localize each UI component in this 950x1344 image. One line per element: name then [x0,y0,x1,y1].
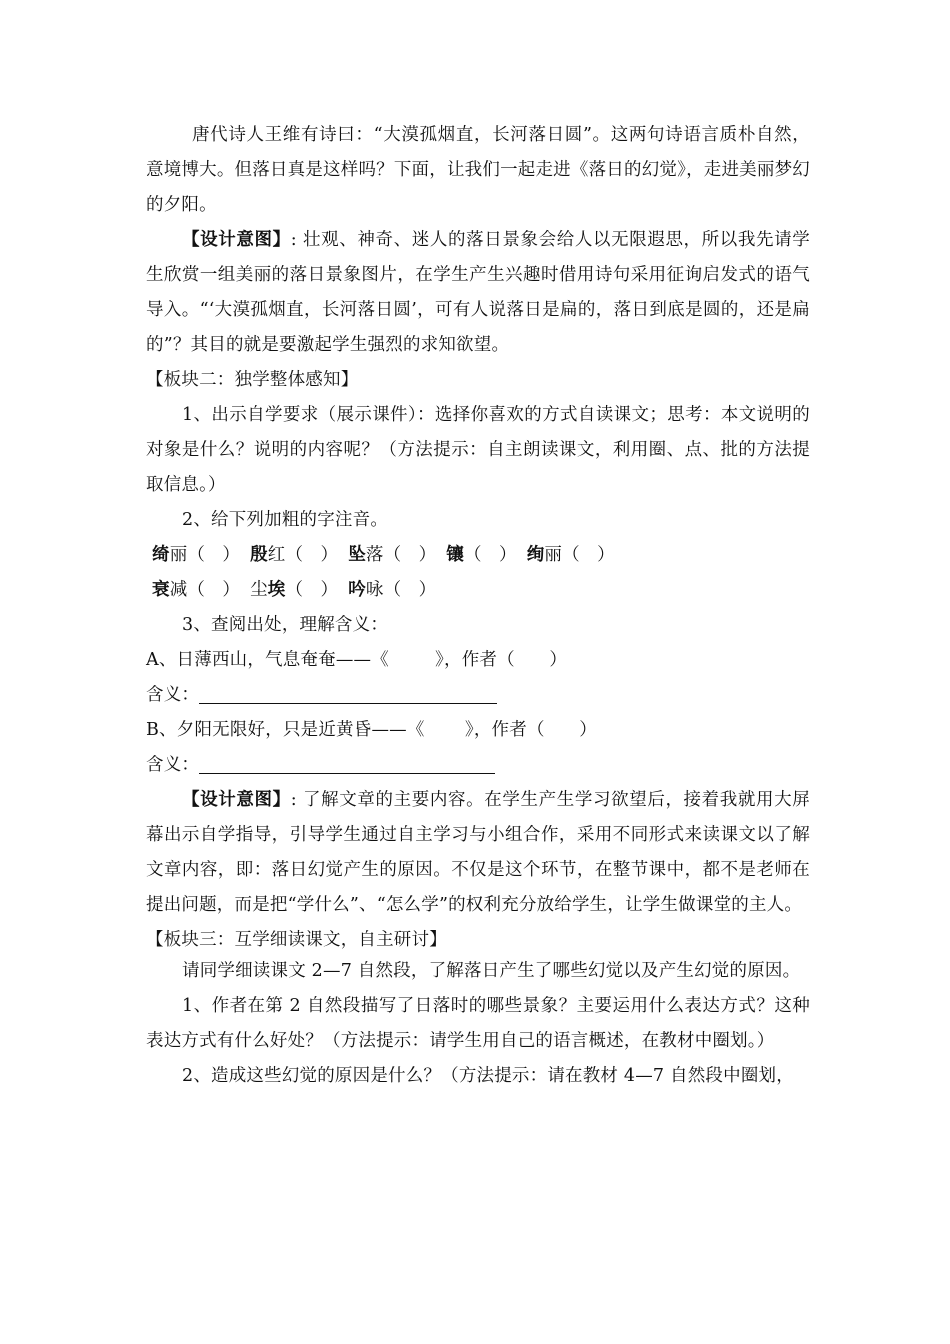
meaning-label: 含义： [146,685,200,705]
pinyin-row-2 [146,573,810,608]
design-intent-paragraph-1 [146,223,810,363]
study-item-1: 1、作者在第 2 自然段描写了日落时的哪些景象？主要运用什么表达方式？这种表达方式有什么好处？（方法提示：请学生用自己的语言概述，在教材中圈划。） [146,996,810,1051]
design-intent-paragraph-2 [146,783,810,923]
pinyin-item: 尘埃（ ） [250,580,339,600]
pinyin-item: 衰减（ ） [152,580,241,600]
question-a: A、日薄西山，气息奄奄——《 》，作者（ ） [146,650,568,670]
task-item-3: 3、查阅出处，理解含义： [182,615,389,635]
question-b: B、夕阳无限好，只是近黄昏——《 》，作者（ ） [146,720,597,740]
answer-blank-a[interactable] [199,685,497,704]
meaning-label: 含义： [146,755,200,775]
design-intent-text: : 壮观、神奇、迷人的落日景象会给人以无限遐思，所以我先请学生欣赏一组美丽的落日景象图片，在学生产生兴趣时借用诗句采用征询启发式的语气导入。“‘大漠孤烟直，长河落日圆’，可有人说落日是扁的，落日到底是圆的，还是扁的”？其目的就是要激起学生强烈的求知欲望。 [146,230,810,355]
section3-intro: 请同学细读课文 2—7 自然段，了解落日产生了哪些幻觉以及产生幻觉的原因。 [182,961,801,981]
task-item-2: 2、给下列加粗的字注音。 [182,510,389,530]
design-intent-label: 【设计意图】 [182,230,291,250]
document-page [146,118,810,1094]
pinyin-item: 镶（ ） [446,545,517,565]
section-heading-3: 【板块三：互学细读课文，自主研讨】 [146,930,447,950]
pinyin-item: 殷红（ ） [250,545,339,565]
pinyin-item: 绮丽（ ） [152,545,241,565]
pinyin-row-1 [146,538,810,573]
meaning-b-line [146,748,810,783]
design-intent-text: : 了解文章的主要内容。在学生产生学习欲望后，接着我就用大屏幕出示自学指导，引导学生通过自主学习与小组合作，采用不同形式来读课文以了解文章内容，即：落日幻觉产生的原因。不仅是这个环节，在整节课中，都不是老师在提出问题，而是把“学什么”、“怎么学”的权利充分放给学生，让学生做课堂的主人。 [146,790,810,915]
section-heading-2: 【板块二：独学整体感知】 [146,370,359,390]
study-item-2: 2、造成这些幻觉的原因是什么？（方法提示：请在教材 4—7 自然段中圈划， [182,1066,794,1086]
pinyin-item: 吟咏（ ） [348,580,437,600]
answer-blank-b[interactable] [199,755,495,774]
pinyin-item: 坠落（ ） [348,545,437,565]
task-item-1: 1、出示自学要求（展示课件）：选择你喜欢的方式自读课文；思考：本文说明的对象是什么？说明的内容呢？（方法提示：自主朗读课文，利用圈、点、批的方法提取信息。） [146,405,810,495]
pinyin-item: 绚丽（ ） [526,545,615,565]
design-intent-label: 【设计意图】 [182,790,291,810]
meaning-a-line [146,678,810,713]
intro-paragraph: 唐代诗人王维有诗曰：“大漠孤烟直，长河落日圆”。这两句诗语言质朴自然，意境博大。但落日真是这样吗？下面，让我们一起走进《落日的幻觉》，走进美丽梦幻的夕阳。 [146,125,810,215]
